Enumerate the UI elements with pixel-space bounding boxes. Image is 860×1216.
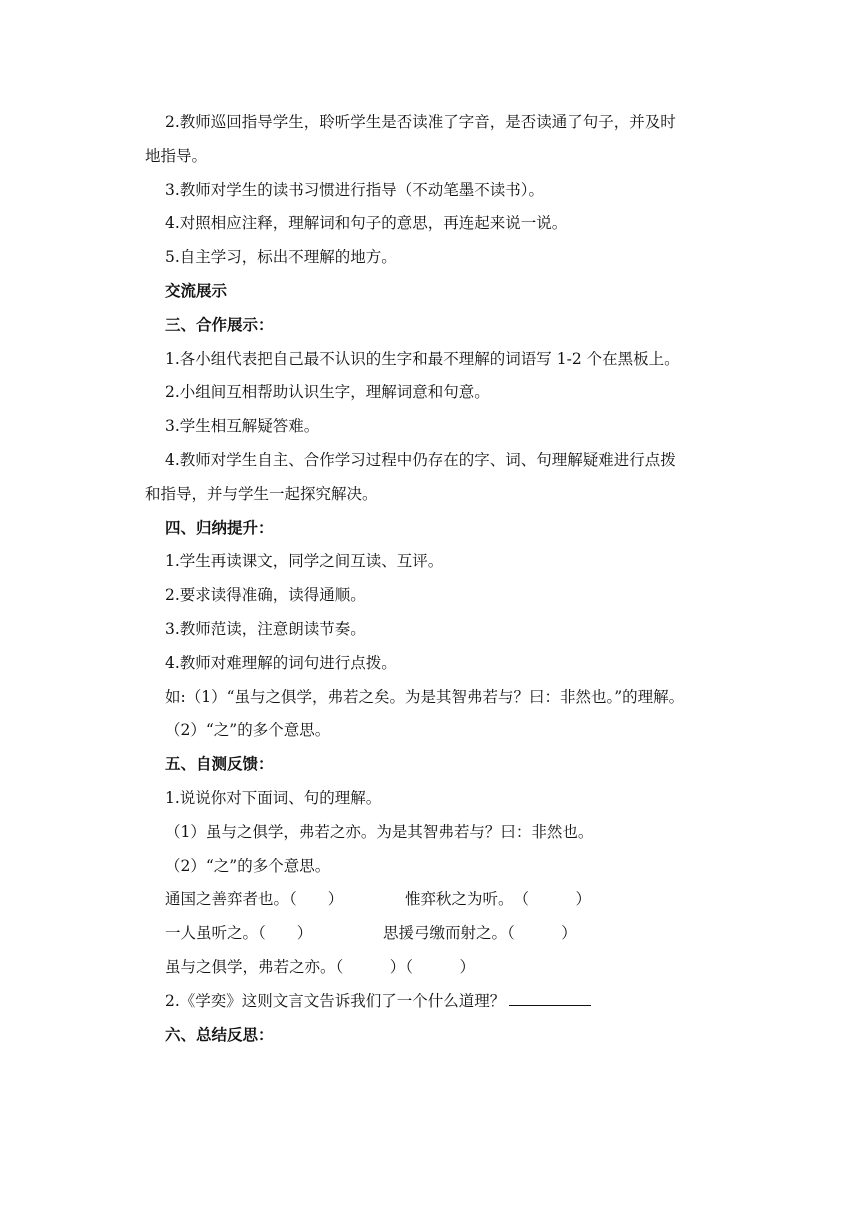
cooperation-item-2: 2.小组间互相帮助认识生字，理解词意和句意。 [165, 383, 490, 401]
fill-row-2-left: 一人虽听之。（ ） [165, 924, 313, 942]
answer-blank[interactable] [509, 991, 591, 1006]
cooperation-item-3: 3.学生相互解疑答难。 [165, 417, 320, 435]
fill-row-2-right: 思援弓缴而射之。（ ） [383, 924, 577, 942]
summary-item-3: 3.教师范读，注意朗读节奏。 [165, 620, 366, 638]
paragraph-step-2-cont: 地指导。 [145, 147, 208, 165]
fill-row-1-right: 惟弈秋之为听。 （ ） [405, 890, 592, 908]
test-item-2-text: 2.《学奕》这则文言文告诉我们了一个什么道理？ [165, 992, 506, 1010]
cooperation-item-1: 1.各小组代表把自己最不认识的生字和最不理解的词语写 1-2 个在黑板上。 [165, 350, 680, 368]
test-item-2 [165, 990, 591, 1012]
cooperation-item-4-cont: 和指导，并与学生一起探究解决。 [145, 485, 378, 503]
paragraph-step-3: 3.教师对学生的读书习惯进行指导（不动笔墨不读书）。 [165, 181, 545, 199]
test-sub-2: （2）“之”的多个意思。 [165, 857, 331, 875]
heading-exchange: 交流展示 [165, 282, 228, 300]
heading-section-5: 五、自测反馈： [165, 755, 274, 773]
paragraph-step-4: 4.对照相应注释，理解词和句子的意思，再连起来说一说。 [165, 214, 568, 232]
fill-row-1-left: 通国之善弈者也。（ ） [165, 890, 344, 908]
summary-item-1: 1.学生再读课文，同学之间互读、互评。 [165, 552, 444, 570]
summary-item-4: 4.教师对难理解的词句进行点拨。 [165, 654, 397, 672]
test-item-1: 1.说说你对下面词、句的理解。 [165, 789, 382, 807]
test-sub-1: （1）虽与之俱学，弗若之亦。为是其智弗若与？曰：非然也。 [165, 823, 594, 841]
heading-section-4: 四、归纳提升： [165, 519, 274, 537]
summary-example-2: （2）“之”的多个意思。 [165, 721, 331, 739]
paragraph-step-2: 2.教师巡回指导学生，聆听学生是否读准了字音，是否读通了句子，并及时 [165, 113, 676, 131]
paragraph-step-5: 5.自主学习，标出不理解的地方。 [165, 248, 397, 266]
summary-example-1: 如:（1）“虽与之俱学，弗若之矣。为是其智弗若与？曰：非然也。”的理解。 [165, 688, 685, 706]
cooperation-item-4: 4.教师对学生自主、合作学习过程中仍存在的字、词、句理解疑难进行点拨 [165, 451, 676, 469]
heading-section-6: 六、总结反思： [165, 1026, 274, 1044]
summary-item-2: 2.要求读得准确，读得通顺。 [165, 586, 366, 604]
heading-section-3: 三、合作展示： [165, 316, 274, 334]
fill-row-3: 虽与之俱学，弗若之亦。（ ）（ ） [165, 958, 476, 976]
